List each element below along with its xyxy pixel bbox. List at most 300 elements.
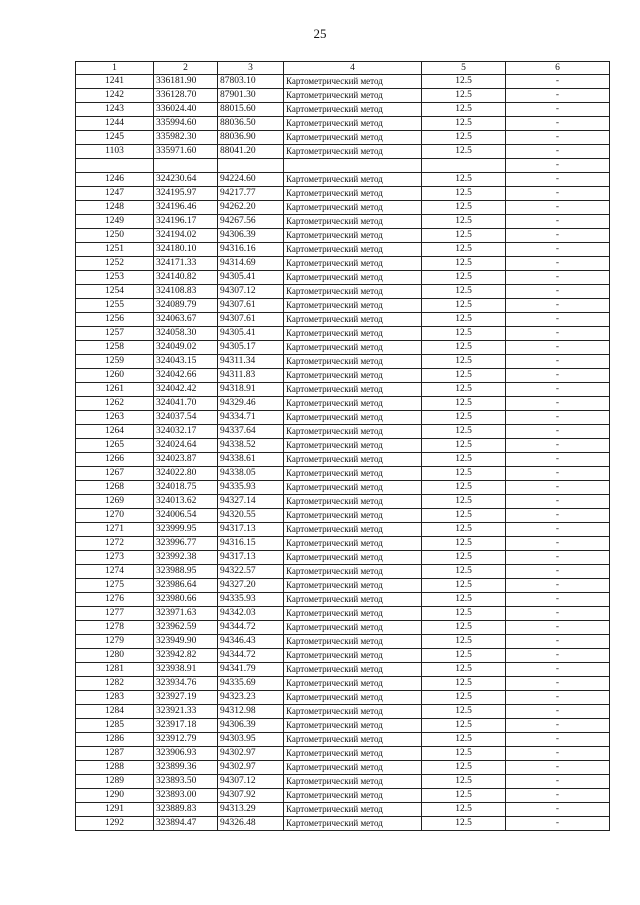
cell-note: - [506, 817, 610, 831]
cell-x-coordinate: 324013.62 [154, 495, 218, 509]
table-row [76, 159, 610, 173]
cell-note: - [506, 649, 610, 663]
cell-point-number: 1289 [76, 775, 154, 789]
cell-x-coordinate: 323921.33 [154, 705, 218, 719]
cell-note: - [506, 495, 610, 509]
cell-method: Картометрический метод [284, 229, 422, 243]
cell-x-coordinate: 323917.18 [154, 719, 218, 733]
cell-method: Картометрический метод [284, 341, 422, 355]
cell-note: - [506, 439, 610, 453]
cell-method: Картометрический метод [284, 677, 422, 691]
coordinates-table [75, 61, 610, 831]
cell-y-coordinate: 94311.34 [218, 355, 284, 369]
cell-point-number: 1287 [76, 747, 154, 761]
cell-x-coordinate: 324063.67 [154, 313, 218, 327]
cell-accuracy: 12.5 [422, 397, 506, 411]
cell-accuracy: 12.5 [422, 691, 506, 705]
cell-method: Картометрический метод [284, 383, 422, 397]
table-row [76, 481, 610, 495]
cell-method: Картометрический метод [284, 621, 422, 635]
cell-x-coordinate: 324171.33 [154, 257, 218, 271]
header-col-3: 3 [218, 62, 284, 75]
table-row [76, 565, 610, 579]
cell-point-number: 1270 [76, 509, 154, 523]
cell-y-coordinate: 94316.16 [218, 243, 284, 257]
table-body [76, 75, 610, 831]
cell-y-coordinate: 88036.50 [218, 117, 284, 131]
cell-y-coordinate: 94314.69 [218, 257, 284, 271]
cell-method: Картометрический метод [284, 481, 422, 495]
cell-y-coordinate: 94307.61 [218, 299, 284, 313]
cell-method: Картометрический метод [284, 635, 422, 649]
cell-point-number: 1252 [76, 257, 154, 271]
cell-y-coordinate: 94344.72 [218, 649, 284, 663]
cell-note: - [506, 383, 610, 397]
cell-y-coordinate: 94311.83 [218, 369, 284, 383]
cell-y-coordinate: 94306.39 [218, 719, 284, 733]
table-row [76, 243, 610, 257]
cell-method: Картометрический метод [284, 817, 422, 831]
cell-note: - [506, 509, 610, 523]
cell-method: Картометрический метод [284, 313, 422, 327]
cell-y-coordinate: 94302.97 [218, 761, 284, 775]
cell-note: - [506, 565, 610, 579]
cell-note: - [506, 369, 610, 383]
cell-note: - [506, 761, 610, 775]
cell-note: - [506, 775, 610, 789]
cell-method: Картометрический метод [284, 89, 422, 103]
cell-accuracy: 12.5 [422, 495, 506, 509]
cell-y-coordinate: 94217.77 [218, 187, 284, 201]
cell-point-number: 1264 [76, 425, 154, 439]
cell-accuracy: 12.5 [422, 467, 506, 481]
cell-accuracy: 12.5 [422, 75, 506, 89]
cell-x-coordinate: 324032.17 [154, 425, 218, 439]
cell-method: Картометрический метод [284, 523, 422, 537]
cell-point-number: 1248 [76, 201, 154, 215]
cell-method: Картометрический метод [284, 775, 422, 789]
cell-accuracy: 12.5 [422, 649, 506, 663]
cell-y-coordinate: 94338.61 [218, 453, 284, 467]
cell-point-number: 1273 [76, 551, 154, 565]
cell-x-coordinate: 323893.00 [154, 789, 218, 803]
cell-note: - [506, 75, 610, 89]
cell-accuracy: 12.5 [422, 89, 506, 103]
cell-point-number: 1255 [76, 299, 154, 313]
cell-note: - [506, 89, 610, 103]
cell-accuracy: 12.5 [422, 761, 506, 775]
cell-point-number: 1241 [76, 75, 154, 89]
cell-point-number: 1272 [76, 537, 154, 551]
cell-method: Картометрический метод [284, 719, 422, 733]
cell-x-coordinate: 324195.97 [154, 187, 218, 201]
cell-point-number: 1257 [76, 327, 154, 341]
cell-method: Картометрический метод [284, 145, 422, 159]
table-row [76, 467, 610, 481]
cell-accuracy: 12.5 [422, 145, 506, 159]
cell-x-coordinate: 324196.46 [154, 201, 218, 215]
cell-accuracy: 12.5 [422, 565, 506, 579]
cell-accuracy: 12.5 [422, 677, 506, 691]
cell-accuracy: 12.5 [422, 705, 506, 719]
cell-method: Картометрический метод [284, 201, 422, 215]
cell-x-coordinate: 324022.80 [154, 467, 218, 481]
cell-y-coordinate: 94326.48 [218, 817, 284, 831]
cell-method: Картометрический метод [284, 579, 422, 593]
cell-y-coordinate: 94267.56 [218, 215, 284, 229]
cell-method: Картометрический метод [284, 411, 422, 425]
table-row [76, 187, 610, 201]
cell-accuracy: 12.5 [422, 131, 506, 145]
cell-y-coordinate: 94322.57 [218, 565, 284, 579]
cell-point-number: 1265 [76, 439, 154, 453]
table-row [76, 523, 610, 537]
cell-point-number: 1271 [76, 523, 154, 537]
cell-point-number: 1103 [76, 145, 154, 159]
cell-point-number [76, 159, 154, 173]
cell-x-coordinate: 324042.42 [154, 383, 218, 397]
header-col-4: 4 [284, 62, 422, 75]
table-row [76, 663, 610, 677]
cell-note: - [506, 579, 610, 593]
cell-x-coordinate: 323980.66 [154, 593, 218, 607]
cell-x-coordinate: 323912.79 [154, 733, 218, 747]
cell-note: - [506, 481, 610, 495]
cell-accuracy: 12.5 [422, 817, 506, 831]
cell-x-coordinate: 335994.60 [154, 117, 218, 131]
table-row [76, 621, 610, 635]
cell-accuracy: 12.5 [422, 355, 506, 369]
cell-note: - [506, 145, 610, 159]
cell-x-coordinate: 324058.30 [154, 327, 218, 341]
cell-x-coordinate: 323986.64 [154, 579, 218, 593]
cell-y-coordinate: 94262.20 [218, 201, 284, 215]
cell-accuracy: 12.5 [422, 453, 506, 467]
header-col-1: 1 [76, 62, 154, 75]
cell-note: - [506, 173, 610, 187]
cell-point-number: 1281 [76, 663, 154, 677]
cell-y-coordinate: 87803.10 [218, 75, 284, 89]
table-row [76, 761, 610, 775]
cell-y-coordinate: 94312.98 [218, 705, 284, 719]
cell-method: Картометрический метод [284, 257, 422, 271]
cell-method: Картометрический метод [284, 187, 422, 201]
cell-x-coordinate: 324037.54 [154, 411, 218, 425]
cell-method: Картометрический метод [284, 369, 422, 383]
table-row [76, 299, 610, 313]
cell-method: Картометрический метод [284, 117, 422, 131]
cell-note: - [506, 551, 610, 565]
table-row [76, 75, 610, 89]
cell-method: Картометрический метод [284, 691, 422, 705]
cell-accuracy: 12.5 [422, 243, 506, 257]
cell-method: Картометрический метод [284, 803, 422, 817]
cell-note: - [506, 327, 610, 341]
cell-x-coordinate: 324041.70 [154, 397, 218, 411]
cell-y-coordinate: 94307.92 [218, 789, 284, 803]
table-row [76, 719, 610, 733]
table-row [76, 789, 610, 803]
cell-x-coordinate: 323938.91 [154, 663, 218, 677]
cell-accuracy: 12.5 [422, 663, 506, 677]
cell-point-number: 1261 [76, 383, 154, 397]
cell-point-number: 1276 [76, 593, 154, 607]
cell-x-coordinate: 324089.79 [154, 299, 218, 313]
cell-point-number: 1263 [76, 411, 154, 425]
cell-point-number: 1282 [76, 677, 154, 691]
cell-note: - [506, 103, 610, 117]
cell-note: - [506, 271, 610, 285]
cell-x-coordinate: 323899.36 [154, 761, 218, 775]
cell-note: - [506, 663, 610, 677]
table-row [76, 775, 610, 789]
cell-method: Картометрический метод [284, 243, 422, 257]
cell-accuracy: 12.5 [422, 173, 506, 187]
cell-x-coordinate: 324006.54 [154, 509, 218, 523]
cell-method: Картометрический метод [284, 75, 422, 89]
table-row [76, 103, 610, 117]
cell-accuracy: 12.5 [422, 215, 506, 229]
cell-x-coordinate: 323934.76 [154, 677, 218, 691]
cell-note: - [506, 719, 610, 733]
table-row [76, 649, 610, 663]
cell-y-coordinate: 94335.93 [218, 593, 284, 607]
table-row [76, 145, 610, 159]
cell-x-coordinate: 336024.40 [154, 103, 218, 117]
cell-method: Картометрический метод [284, 131, 422, 145]
cell-accuracy: 12.5 [422, 747, 506, 761]
cell-y-coordinate: 94318.91 [218, 383, 284, 397]
cell-x-coordinate: 336128.70 [154, 89, 218, 103]
cell-point-number: 1254 [76, 285, 154, 299]
cell-point-number: 1260 [76, 369, 154, 383]
table-row [76, 383, 610, 397]
cell-y-coordinate: 94303.95 [218, 733, 284, 747]
table-row [76, 537, 610, 551]
cell-accuracy: 12.5 [422, 537, 506, 551]
cell-method: Картометрический метод [284, 789, 422, 803]
cell-y-coordinate: 87901.30 [218, 89, 284, 103]
cell-accuracy: 12.5 [422, 621, 506, 635]
table-row [76, 607, 610, 621]
cell-accuracy: 12.5 [422, 439, 506, 453]
cell-note: - [506, 621, 610, 635]
cell-x-coordinate: 323999.95 [154, 523, 218, 537]
table-row [76, 271, 610, 285]
cell-method: Картометрический метод [284, 215, 422, 229]
table-row [76, 425, 610, 439]
cell-method: Картометрический метод [284, 453, 422, 467]
cell-y-coordinate: 94335.69 [218, 677, 284, 691]
cell-method: Картометрический метод [284, 761, 422, 775]
table-row [76, 355, 610, 369]
cell-point-number: 1259 [76, 355, 154, 369]
cell-point-number: 1291 [76, 803, 154, 817]
cell-point-number: 1253 [76, 271, 154, 285]
cell-y-coordinate: 94306.39 [218, 229, 284, 243]
cell-accuracy: 12.5 [422, 369, 506, 383]
cell-method [284, 159, 422, 173]
cell-accuracy: 12.5 [422, 593, 506, 607]
cell-point-number: 1280 [76, 649, 154, 663]
cell-x-coordinate: 324140.82 [154, 271, 218, 285]
table-row [76, 495, 610, 509]
cell-accuracy: 12.5 [422, 187, 506, 201]
table-row [76, 201, 610, 215]
cell-note: - [506, 299, 610, 313]
cell-note: - [506, 243, 610, 257]
cell-method: Картометрический метод [284, 271, 422, 285]
cell-accuracy: 12.5 [422, 579, 506, 593]
table-row [76, 117, 610, 131]
cell-note: - [506, 257, 610, 271]
table-row [76, 257, 610, 271]
cell-method: Картометрический метод [284, 649, 422, 663]
cell-point-number: 1278 [76, 621, 154, 635]
cell-accuracy: 12.5 [422, 719, 506, 733]
table-row [76, 439, 610, 453]
cell-note: - [506, 607, 610, 621]
cell-accuracy: 12.5 [422, 607, 506, 621]
cell-point-number: 1288 [76, 761, 154, 775]
cell-x-coordinate: 323992.38 [154, 551, 218, 565]
table-row [76, 635, 610, 649]
cell-point-number: 1247 [76, 187, 154, 201]
cell-y-coordinate: 94337.64 [218, 425, 284, 439]
cell-accuracy: 12.5 [422, 201, 506, 215]
cell-method: Картометрический метод [284, 299, 422, 313]
cell-point-number: 1268 [76, 481, 154, 495]
table-row [76, 411, 610, 425]
cell-point-number: 1267 [76, 467, 154, 481]
cell-point-number: 1262 [76, 397, 154, 411]
cell-method: Картометрический метод [284, 593, 422, 607]
table-row [76, 551, 610, 565]
cell-note: - [506, 117, 610, 131]
cell-note: - [506, 467, 610, 481]
cell-note: - [506, 355, 610, 369]
cell-y-coordinate: 94302.97 [218, 747, 284, 761]
cell-y-coordinate: 94317.13 [218, 551, 284, 565]
cell-accuracy: 12.5 [422, 117, 506, 131]
table-header [76, 62, 610, 75]
cell-method: Картометрический метод [284, 705, 422, 719]
cell-accuracy: 12.5 [422, 481, 506, 495]
cell-point-number: 1283 [76, 691, 154, 705]
cell-accuracy: 12.5 [422, 103, 506, 117]
cell-accuracy [422, 159, 506, 173]
cell-point-number: 1290 [76, 789, 154, 803]
cell-note: - [506, 635, 610, 649]
cell-note: - [506, 733, 610, 747]
cell-x-coordinate [154, 159, 218, 173]
cell-point-number: 1292 [76, 817, 154, 831]
header-col-2: 2 [154, 62, 218, 75]
cell-method: Картометрический метод [284, 663, 422, 677]
cell-y-coordinate: 94341.79 [218, 663, 284, 677]
cell-x-coordinate: 324194.02 [154, 229, 218, 243]
table-row [76, 733, 610, 747]
cell-y-coordinate: 94346.43 [218, 635, 284, 649]
cell-method: Картометрический метод [284, 747, 422, 761]
table-row [76, 397, 610, 411]
cell-x-coordinate: 324043.15 [154, 355, 218, 369]
cell-note: - [506, 705, 610, 719]
cell-x-coordinate: 323906.93 [154, 747, 218, 761]
cell-point-number: 1243 [76, 103, 154, 117]
cell-y-coordinate: 94305.41 [218, 271, 284, 285]
cell-note: - [506, 313, 610, 327]
cell-point-number: 1251 [76, 243, 154, 257]
cell-y-coordinate: 94307.61 [218, 313, 284, 327]
cell-accuracy: 12.5 [422, 271, 506, 285]
table-row [76, 341, 610, 355]
cell-point-number: 1258 [76, 341, 154, 355]
cell-note: - [506, 523, 610, 537]
cell-y-coordinate: 94344.72 [218, 621, 284, 635]
cell-method: Картометрический метод [284, 173, 422, 187]
cell-x-coordinate: 323894.47 [154, 817, 218, 831]
table-row [76, 215, 610, 229]
table-row [76, 593, 610, 607]
cell-y-coordinate: 94305.17 [218, 341, 284, 355]
cell-x-coordinate: 323927.19 [154, 691, 218, 705]
page-number: 25 [313, 26, 327, 41]
cell-y-coordinate: 94313.29 [218, 803, 284, 817]
cell-accuracy: 12.5 [422, 341, 506, 355]
cell-point-number: 1249 [76, 215, 154, 229]
cell-point-number: 1246 [76, 173, 154, 187]
cell-note: - [506, 215, 610, 229]
table-row [76, 803, 610, 817]
cell-note: - [506, 397, 610, 411]
cell-x-coordinate: 323942.82 [154, 649, 218, 663]
cell-note: - [506, 201, 610, 215]
cell-x-coordinate: 324196.17 [154, 215, 218, 229]
cell-note: - [506, 747, 610, 761]
cell-x-coordinate: 323889.83 [154, 803, 218, 817]
cell-method: Картометрический метод [284, 103, 422, 117]
cell-method: Картометрический метод [284, 495, 422, 509]
cell-x-coordinate: 324108.83 [154, 285, 218, 299]
cell-y-coordinate: 94334.71 [218, 411, 284, 425]
cell-y-coordinate: 88041.20 [218, 145, 284, 159]
cell-accuracy: 12.5 [422, 523, 506, 537]
cell-point-number: 1286 [76, 733, 154, 747]
cell-accuracy: 12.5 [422, 411, 506, 425]
cell-x-coordinate: 323988.95 [154, 565, 218, 579]
cell-x-coordinate: 324042.66 [154, 369, 218, 383]
table-row [76, 747, 610, 761]
cell-y-coordinate: 94338.52 [218, 439, 284, 453]
cell-y-coordinate: 94323.23 [218, 691, 284, 705]
cell-x-coordinate: 335971.60 [154, 145, 218, 159]
cell-point-number: 1284 [76, 705, 154, 719]
cell-note: - [506, 341, 610, 355]
header-col-6: 6 [506, 62, 610, 75]
cell-accuracy: 12.5 [422, 229, 506, 243]
table-row [76, 285, 610, 299]
cell-accuracy: 12.5 [422, 285, 506, 299]
cell-note: - [506, 803, 610, 817]
table-row [76, 817, 610, 831]
cell-y-coordinate: 94342.03 [218, 607, 284, 621]
cell-point-number: 1250 [76, 229, 154, 243]
cell-accuracy: 12.5 [422, 425, 506, 439]
table-row [76, 705, 610, 719]
cell-accuracy: 12.5 [422, 775, 506, 789]
cell-point-number: 1266 [76, 453, 154, 467]
